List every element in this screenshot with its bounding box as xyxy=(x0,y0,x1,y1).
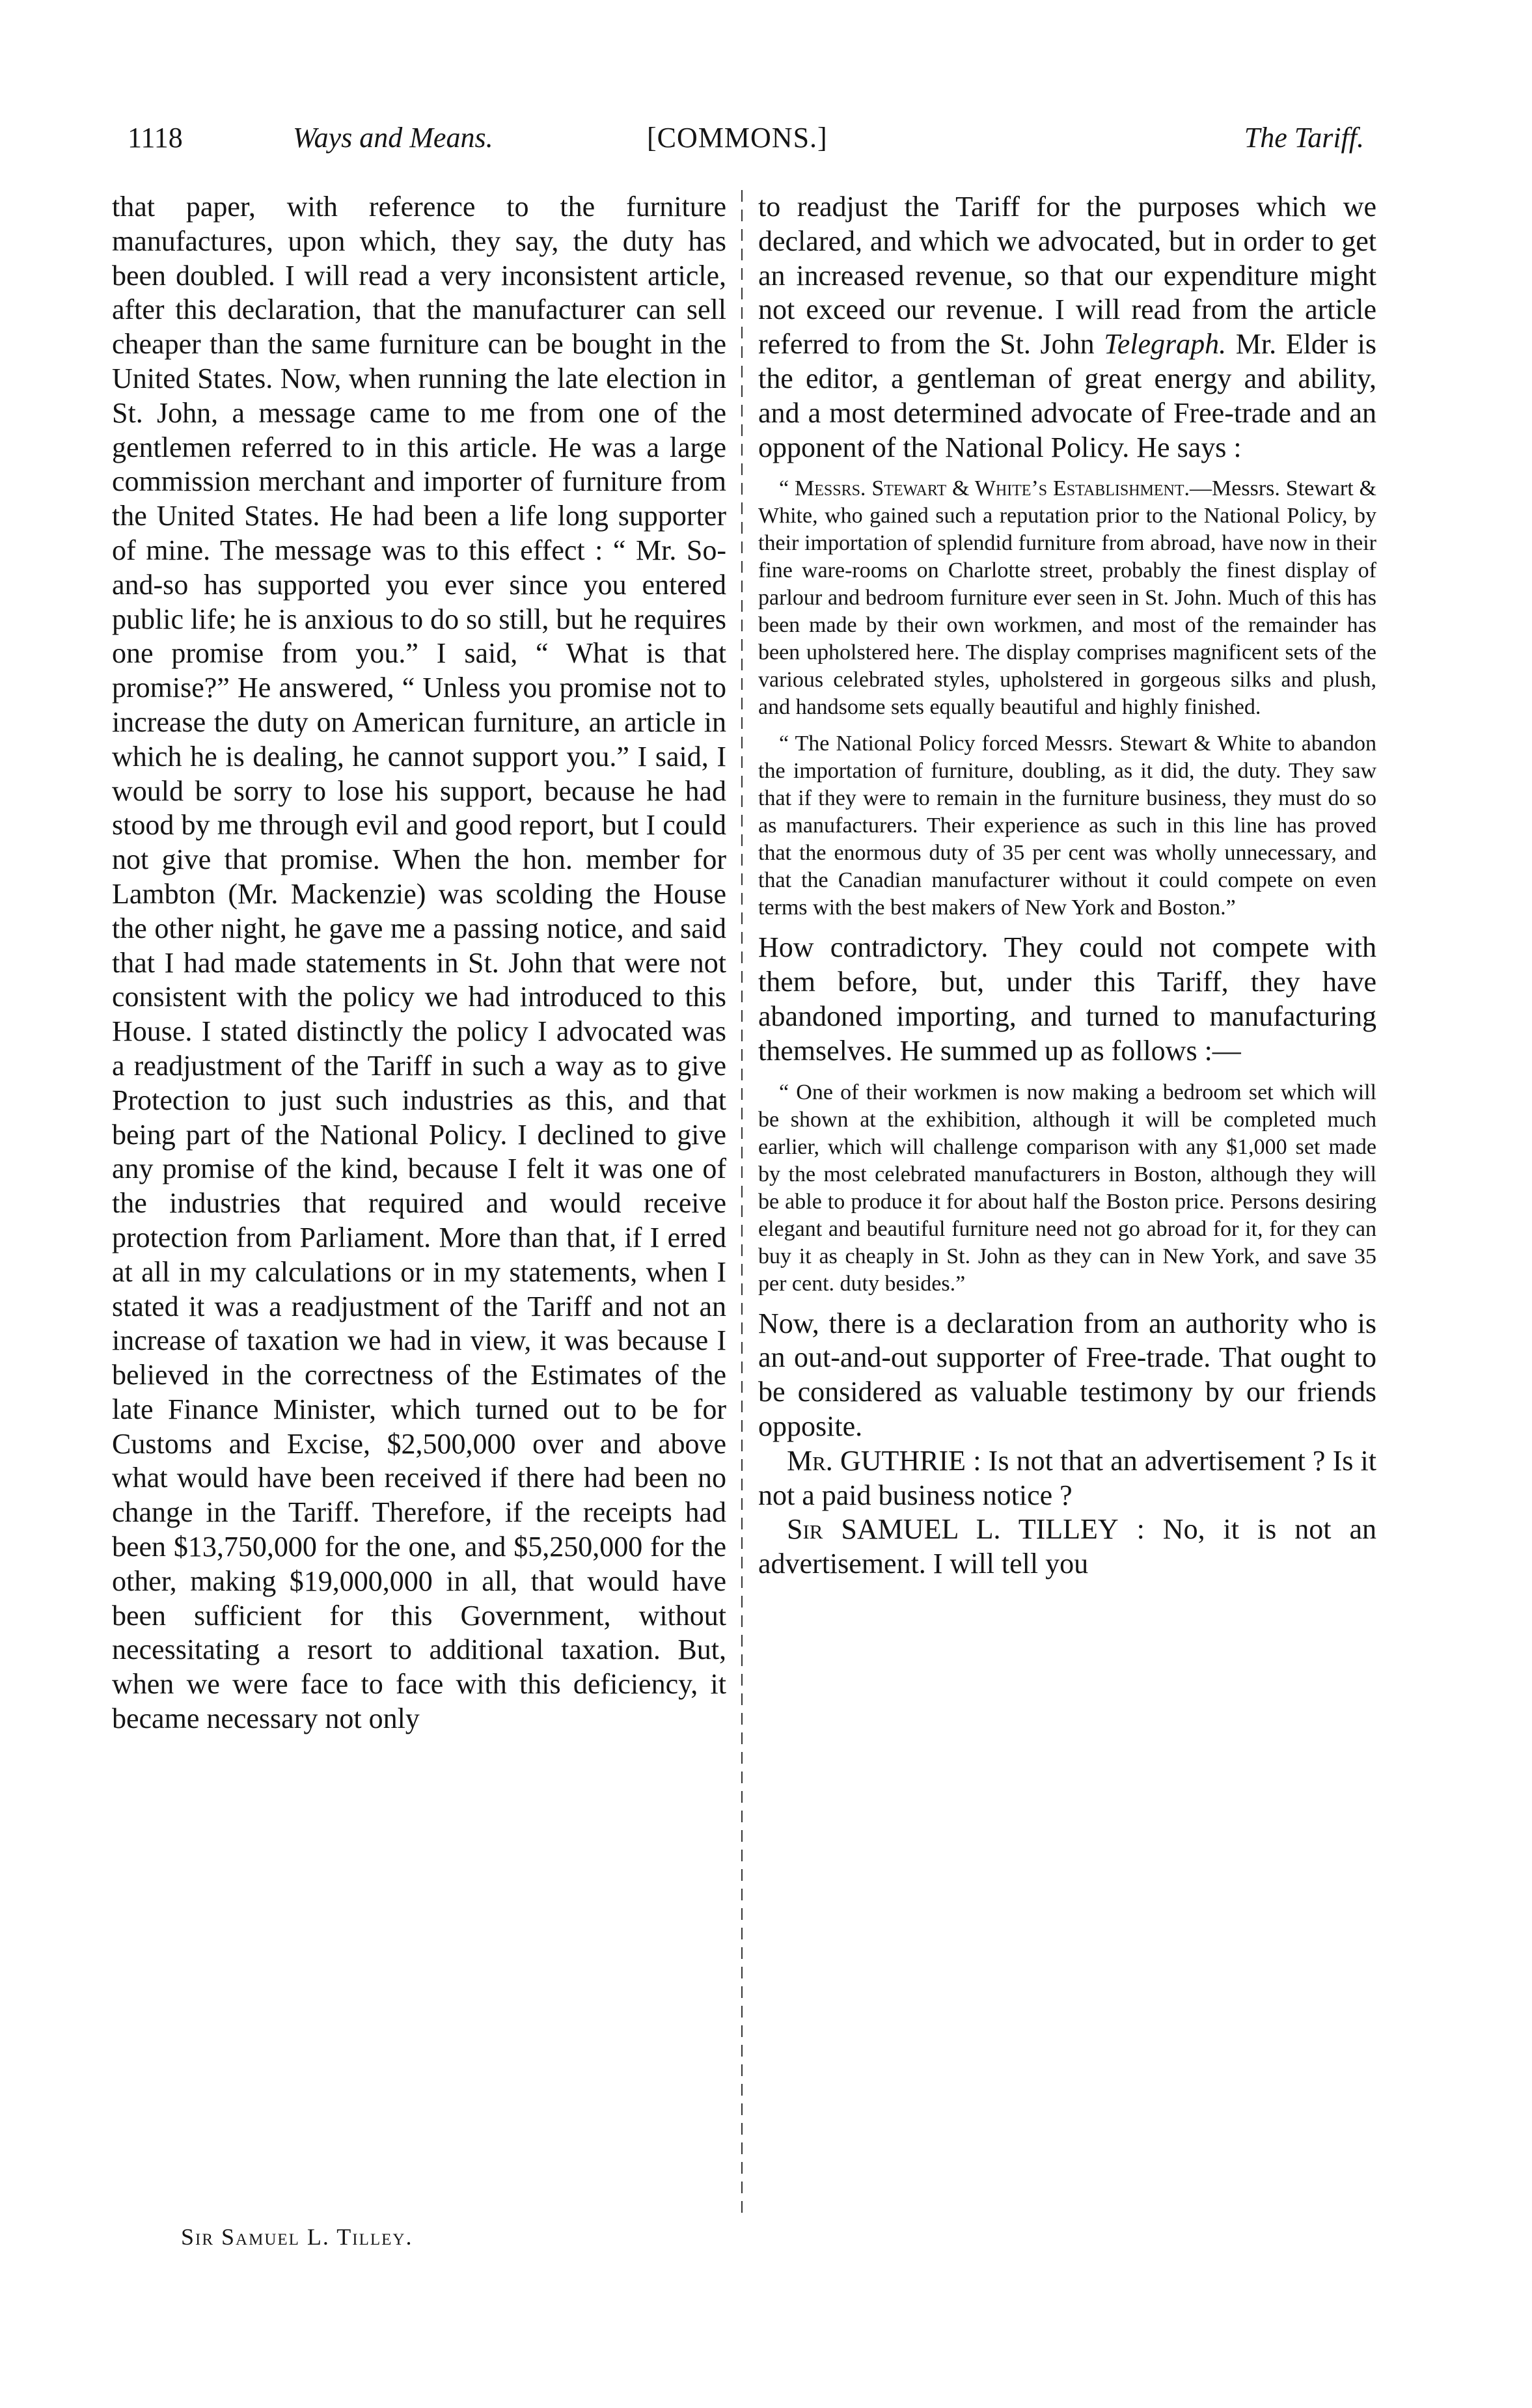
quote-block-1 xyxy=(758,475,1376,721)
right-paragraph-1-text-b: Mr. Elder is the editor, a gentleman of great energy and ability, and a most determined advocate of Free-trade and an opponent of the National Policy. He says : xyxy=(758,328,1376,463)
right-paragraph-1 xyxy=(758,190,1376,465)
speech-tilley xyxy=(758,1512,1376,1581)
quote-block-2: “ The National Policy forced Messrs. Stewart & White to abandon the importation of furniture, doubling, as it did, the duty. They saw that if they were to remain in the furniture business, they must do so as manufacturers. Their experience as such in this line has proved that the enormous duty of 35 per cent was wholly unnecessary, and that the Canadian manufacturer without it could compete on even terms with the best makers of New York and Boston.” xyxy=(758,732,1376,920)
left-paragraph: that paper, with reference to the furniture manufactures, upon which, they say, the duty has been doubled. I will read a very inconsistent article, after this declaration, that the manufacturer can sell cheaper than the same furniture can be bought in the United States. Now, when running the late election in St. John, a message came to me from one of the gentlemen referred to in this article. He was a large commission merchant and importer of furniture from the United States. He had been a life long supporter of mine. The message was to this effect : “ Mr. So-and-so has supported you ever since you entered public life; he is anxious to do so still, but he requires one promise from you.” I said, “ What is that promise?” He answered, “ Unless you promise not to increase the duty on American furniture, an article in which he is dealing, he cannot support you.” I said, I would be sorry to lose his support, because he had stood by me through evil and good report, but I could not give that promise. When the hon. member for Lambton (Mr. Mackenzie) was scolding the House the other night, he gave me a passing notice, and said that I had made statements in St. John that were not consistent with the policy we had introduced to this House. I stated distinctly the policy I advocated was a readjustment of the Tariff in such a way as to give Protection to just such industries as this, and that being part of the National Policy. I declined to give any promise of the kind, because I felt it was one of the industries that required and would receive protection from Parliament. More than that, if I erred at all in my calculations or in my statements, when I stated it was a readjustment of the Tariff and not an increase of taxation we had in view, it was because I believed in the correctness of the Estimates of the late Finance Minister, which turned out to be for Customs and Excise, $2,500,000 over and above what would have been received if there had been no change in the Tariff. Therefore, if the receipts had been $13,750,000 for the one, and $5,250,000 for the other, making $19,000,000 in all, that would have been sufficient for this Government, without necessitating a resort to additional taxation. But, when we were face to face with this deficiency, it became necessary not only xyxy=(112,191,726,1735)
running-header xyxy=(128,121,1364,167)
speech-text: : No, it is not an advertisement. I will tell you xyxy=(758,1513,1376,1580)
quote-1-body: —Messrs. Stewart & White, who gained such a reputation prior to the National Policy, by their importation of splendid furniture from abroad, have now in their fine ware-rooms on Charlotte street, probably the finest display of parlour and bedroom furniture ever seen in St. John. Much of this has been made by their own workmen, and most of the remainder has been upholstered here. The display comprises magnificent sets of the various celebrated styles, upholstered in gorgeous silks and plush, and handsome sets equally beautiful and highly finished. xyxy=(758,476,1376,720)
speaker-name: Mr. GUTHRIE xyxy=(787,1444,966,1477)
right-paragraph-3: Now, there is a declaration from an authority who is an out-and-out supporter of Free-trade. That ought to be considered as valuable testimony by our friends opposite. xyxy=(758,1307,1376,1442)
quote-1-heading: “ Messrs. Stewart & White’s Establishment. xyxy=(779,476,1190,501)
speaker-name: Sir SAMUEL L. TILLEY xyxy=(787,1513,1119,1546)
header-left-title: Ways and Means. xyxy=(293,122,493,154)
page-number: 1118 xyxy=(128,122,183,154)
right-paragraph-1-text-a: to readjust the Tariff for the purposes which we declared, and which we advocated, but in order to get an increased revenue, so that our expenditure might not exceed our revenue. I will read from the article referred to from the St. John xyxy=(758,191,1376,361)
quote-block-3: “ One of their workmen is now making a bedroom set which will be shown at the exhibition, although it will be completed much earlier, which will challenge comparison with any $1,000 set made by the most celebrated manufacturers in Boston, although they will be able to produce it for about half the Boston price. Persons desiring elegant and beautiful furniture need not go abroad for it, for they can buy it as cheaply in St. John as they can in New York, and save 35 per cent. duty besides.” xyxy=(758,1080,1376,1296)
column-divider xyxy=(741,190,743,2221)
catchword: Sir Samuel L. Tilley. xyxy=(181,2224,413,2250)
header-center-title: [COMMONS.] xyxy=(647,122,828,154)
left-column xyxy=(112,190,726,1736)
right-column xyxy=(758,190,1376,1581)
newspaper-title: Telegraph. xyxy=(1104,328,1227,361)
right-paragraph-2: How contradictory. They could not compete with them before, but, under this Tariff, they have abandoned importing, and turned to manufacturing themselves. He summed up as follows :— xyxy=(758,931,1376,1067)
speech-text: : Is not that an advertisement ? Is it not a paid business notice ? xyxy=(758,1444,1377,1511)
speech-guthrie xyxy=(758,1444,1376,1513)
header-right-title: The Tariff. xyxy=(1244,122,1364,154)
